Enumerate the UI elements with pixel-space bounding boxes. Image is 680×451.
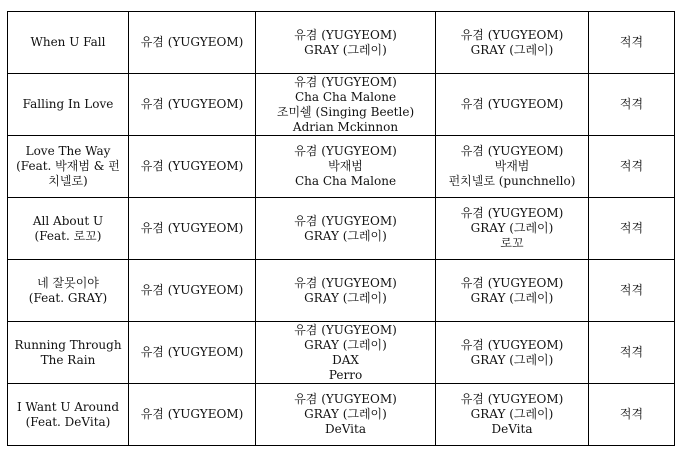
arranger-cell <box>436 12 589 74</box>
composer-cell <box>256 384 436 446</box>
composer-line: GRAY (그레이) <box>304 290 387 305</box>
song-title-line: All About U <box>32 213 104 228</box>
lyricist-line: 유겸 (YUGYEOM) <box>140 35 244 49</box>
table-row <box>8 384 675 446</box>
arranger-cell <box>436 198 589 260</box>
lyricist-cell <box>129 12 256 74</box>
lyricist-line: 유겸 (YUGYEOM) <box>140 283 244 297</box>
composer-line: Perro <box>328 367 363 382</box>
arranger-line: 유겸 (YUGYEOM) <box>460 392 564 406</box>
composer-cell <box>256 136 436 198</box>
credits-table-body <box>8 12 675 446</box>
song-title-cell <box>8 198 129 260</box>
arranger-line: 유겸 (YUGYEOM) <box>460 275 564 290</box>
composer-line: GRAY (그레이) <box>304 42 387 57</box>
song-title-cell <box>8 74 129 136</box>
arranger-cell <box>436 322 589 384</box>
arranger-line: GRAY (그레이) <box>470 352 554 367</box>
arranger-cell <box>436 74 589 136</box>
composer-cell <box>256 198 436 260</box>
composer-line: 유겸 (YUGYEOM) <box>294 27 397 42</box>
song-title-line: Falling In Love <box>22 97 114 111</box>
song-title-line: Love The Way <box>25 144 111 158</box>
song-title-line: Running Through <box>14 337 122 352</box>
status-text: 적격 <box>619 159 644 173</box>
composer-line: Adrian Mckinnon <box>292 119 399 134</box>
composer-cell <box>256 74 436 136</box>
composer-line: 유겸 (YUGYEOM) <box>294 322 397 337</box>
status-cell <box>589 198 675 260</box>
composer-line: DeVita <box>325 422 366 436</box>
lyricist-line: 유겸 (YUGYEOM) <box>140 221 244 235</box>
arranger-line: GRAY (그레이) <box>470 42 554 57</box>
arranger-line: 유겸 (YUGYEOM) <box>460 144 564 158</box>
composer-line: GRAY (그레이) <box>304 228 387 243</box>
status-cell <box>589 74 675 136</box>
arranger-cell <box>436 136 589 198</box>
composer-line: 박재범 <box>328 159 363 173</box>
lyricist-line: 유겸 (YUGYEOM) <box>140 345 244 359</box>
composer-cell <box>256 322 436 384</box>
song-title-line: I Want U Around <box>16 399 120 414</box>
status-text: 적격 <box>619 283 644 297</box>
status-text: 적격 <box>619 221 644 235</box>
song-title-line: The Rain <box>40 352 96 367</box>
song-title-line: 네 잘못이야 <box>37 275 99 290</box>
arranger-line: 박재범 <box>494 159 530 173</box>
composer-line: 유겸 (YUGYEOM) <box>294 144 397 158</box>
arranger-line: 펀치넬로 (punchnello) <box>448 174 576 188</box>
status-cell <box>589 322 675 384</box>
composer-line: 유겸 (YUGYEOM) <box>294 392 397 406</box>
arranger-line: 유겸 (YUGYEOM) <box>460 206 564 220</box>
song-title-cell <box>8 384 129 446</box>
table-row <box>8 136 675 198</box>
song-title-line: (Feat. DeVita) <box>25 414 111 429</box>
table-row <box>8 12 675 74</box>
arranger-line: GRAY (그레이) <box>470 221 554 235</box>
credits-table <box>7 11 675 446</box>
composer-line: 유겸 (YUGYEOM) <box>294 74 397 89</box>
arranger-line: 유겸 (YUGYEOM) <box>460 27 564 42</box>
song-title-line: When U Fall <box>30 35 106 49</box>
lyricist-cell <box>129 74 256 136</box>
lyricist-cell <box>129 260 256 322</box>
table-row <box>8 322 675 384</box>
lyricist-cell <box>129 198 256 260</box>
composer-line: GRAY (그레이) <box>304 337 387 352</box>
status-text: 적격 <box>619 35 644 49</box>
arranger-line: GRAY (그레이) <box>470 407 554 421</box>
status-text: 적격 <box>619 407 644 421</box>
status-cell <box>589 12 675 74</box>
composer-line: GRAY (그레이) <box>304 407 387 421</box>
composer-cell <box>256 260 436 322</box>
status-cell <box>589 260 675 322</box>
arranger-line: 로꼬 <box>500 236 524 250</box>
arranger-line: 유겸 (YUGYEOM) <box>460 97 564 111</box>
composer-cell <box>256 12 436 74</box>
song-title-line: (Feat. 로꼬) <box>34 228 102 243</box>
arranger-cell <box>436 260 589 322</box>
table-row <box>8 198 675 260</box>
song-title-line: (Feat. GRAY) <box>28 290 108 305</box>
song-title-cell <box>8 12 129 74</box>
composer-line: 유겸 (YUGYEOM) <box>294 213 397 228</box>
composer-line: 조미쉘 (Singing Beetle) <box>276 104 415 119</box>
composer-line: Cha Cha Malone <box>294 89 397 104</box>
composer-line: Cha Cha Malone <box>294 174 397 188</box>
lyricist-line: 유겸 (YUGYEOM) <box>140 159 244 173</box>
composer-line: 유겸 (YUGYEOM) <box>294 275 397 290</box>
song-title-cell <box>8 136 129 198</box>
lyricist-cell <box>129 136 256 198</box>
table-row <box>8 260 675 322</box>
song-title-line: 치넬로) <box>48 174 88 188</box>
arranger-line: GRAY (그레이) <box>470 290 554 305</box>
song-title-cell <box>8 322 129 384</box>
arranger-line: 유겸 (YUGYEOM) <box>460 337 564 352</box>
composer-line: DAX <box>332 352 359 367</box>
song-title-line: (Feat. 박재범 & 펀 <box>16 159 120 173</box>
status-text: 적격 <box>619 97 644 111</box>
status-cell <box>589 136 675 198</box>
status-cell <box>589 384 675 446</box>
arranger-line: DeVita <box>491 422 533 436</box>
lyricist-cell <box>129 384 256 446</box>
song-title-cell <box>8 260 129 322</box>
lyricist-line: 유겸 (YUGYEOM) <box>140 407 244 421</box>
lyricist-cell <box>129 322 256 384</box>
status-text: 적격 <box>619 345 644 359</box>
lyricist-line: 유겸 (YUGYEOM) <box>140 97 244 111</box>
table-row <box>8 74 675 136</box>
arranger-cell <box>436 384 589 446</box>
